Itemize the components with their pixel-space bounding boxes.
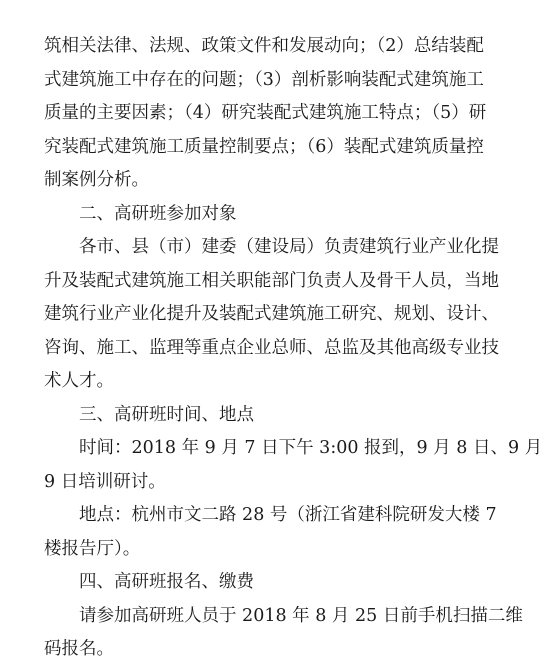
text-line: 究装配式建筑施工质量控制要点；（6）装配式建筑质量控 [44,136,484,157]
text-line: 质量的主要因素；（4）研究装配式建筑施工特点；（5）研 [44,103,487,123]
section-heading: 三、高研班时间、地点 [79,404,254,425]
text-line: 楼报告厅）。 [44,538,141,559]
text-line: 各市、县（市）建委（建设局）负责建筑行业产业化提 [79,237,499,257]
text-line: 术人才。 [44,371,114,391]
text-line: 码报名。 [44,639,114,659]
text-line: 升及装配式建筑施工相关职能部门负责人及骨干人员，当地 [44,270,499,291]
section-heading: 四、高研班报名、缴费 [79,572,254,592]
text-line: 式建筑施工中存在的问题；（3）剖析影响装配式建筑施工 [44,69,484,90]
text-line: 制案例分析。 [44,170,149,190]
text-line: 建筑行业产业化提升及装配式建筑施工研究、规划、设计、 [44,304,499,324]
text-line: 时间：2018 年 9 月 7 日下午 3:00 报到，9 月 8 日、9 月 [79,438,542,458]
text-line: 请参加高研班人员于 2018 年 8 月 25 日前手机扫描二维 [79,605,523,626]
section-heading: 二、高研班参加对象 [79,203,237,224]
text-line: 咨询、施工、监理等重点企业总师、总监及其他高级专业技 [44,337,499,358]
text-line: 筑相关法律、法规、政策文件和发展动向；（2）总结装配 [44,36,484,56]
text-line: 地点：杭州市文二路 28 号（浙江省建科院研发大楼 7 [79,505,497,525]
text-line: 9 日培训研讨。 [44,471,166,492]
